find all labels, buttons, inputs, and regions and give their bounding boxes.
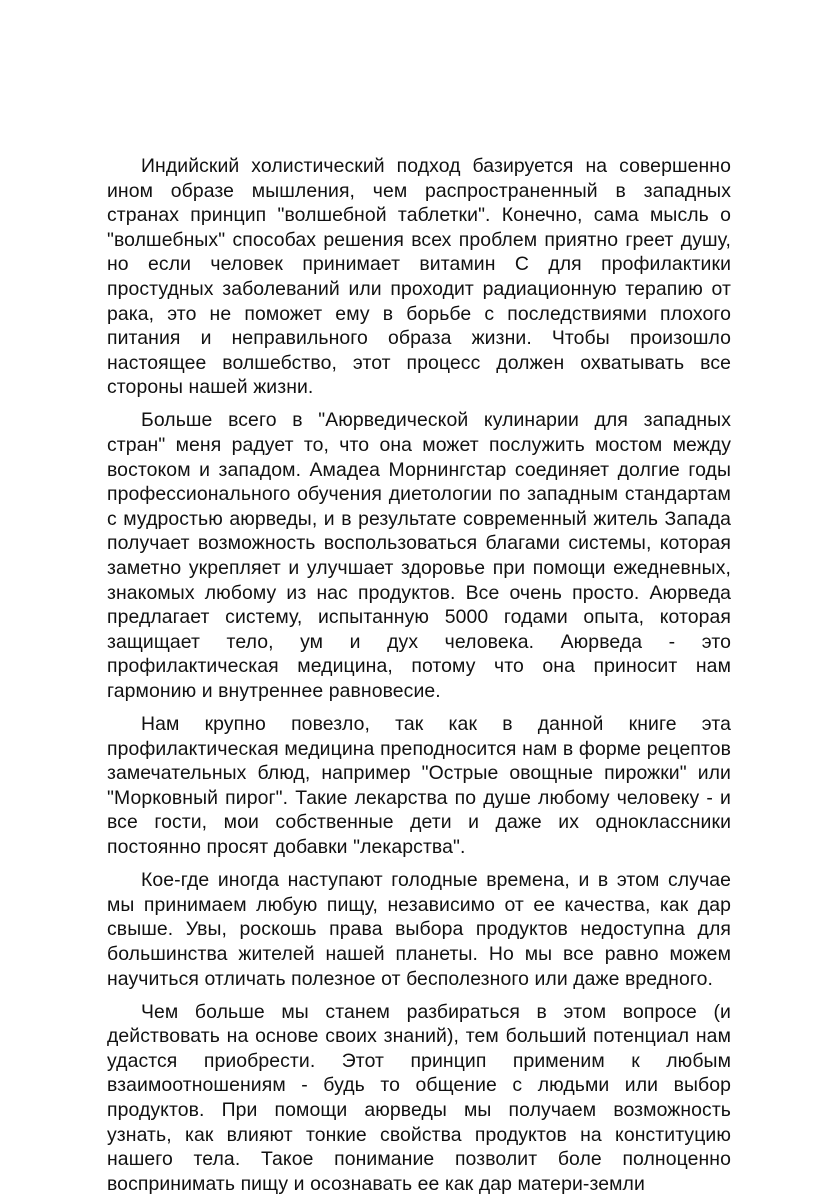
paragraph-4: Кое-где иногда наступают голодные времена, и в этом случае мы принимаем любую пищу, независимо от ее качества, как дар свыше. Увы, роскошь права выбора продуктов недоступна для большинства жителей нашей планеты. Но мы все равно можем научиться отличать полезное от бесполезного или даже вредного.	[107, 869, 731, 990]
paragraph-2: Больше всего в "Аюрведической кулинарии для западных стран" меня радует то, что она может послужить мостом между востоком и западом. Амадеа Морнингстар соединяет долгие годы профессионального обучения диетологии по западным стандартам с мудростью аюрведы, и в результате современный житель Запада получает возможность воспользоваться благами системы, которая заметно укрепляет и улучшает здоровье при помощи ежедневных, знакомых любому из нас продуктов. Все очень просто. Аюрведа предлагает систему, испытанную 5000 годами опыта, которая защищает тело, ум и дух человека. Аюрведа - это профилактическая медицина, потому что она приносит нам гармонию и внутреннее равновесие.	[107, 409, 731, 702]
paragraph-3: Нам крупно повезло, так как в данной книге эта профилактическая медицина преподносится нам в форме рецептов замечательных блюд, например "Острые овощные пирожки" или "Морковный пирог". Такие лекарства по душе любому человеку - и все гости, мои собственные дети и даже их одноклассники постоянно просят добавки "лекарства".	[107, 713, 731, 859]
body-text	[107, 154, 731, 1196]
paragraph-1: Индийский холистический подход базируется на совершенно ином образе мышления, чем распространенный в западных странах принцип "волшебной таблетки". Конечно, сама мысль о "волшебных" способах решения всех проблем приятно греет душу, но если человек принимает витамин С для профилактики простудных заболеваний или проходит радиационную терапию от рака, это не поможет ему в борьбе с последствиями плохого питания и неправильного образа жизни. Чтобы произошло настоящее волшебство, этот процесс должен охватывать все стороны нашей жизни.	[107, 155, 731, 399]
paragraph-5: Чем больше мы станем разбираться в этом вопросе (и действовать на основе своих знаний), тем больший потенциал нам удастся приобрести. Этот принцип применим к любым взаимоотношениям - будь то общение с людьми или выбор продуктов. При помощи аюрведы мы получаем возможность узнать, как влияют тонкие свойства продуктов на конституцию нашего тела. Такое понимание позволит боле полноценно воспринимать пищу и осознавать ее как дар матери-земли	[107, 1000, 731, 1195]
